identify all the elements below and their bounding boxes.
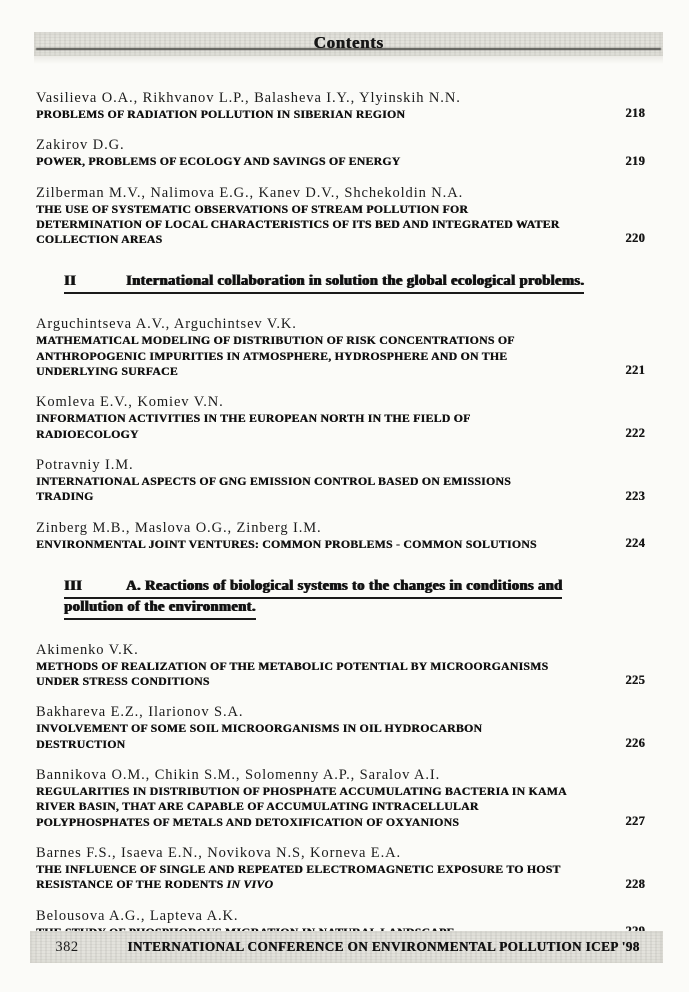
entry-title-line: UNDER STRESS CONDITIONS — [36, 674, 210, 689]
entry-authors: Zilberman M.V., Nalimova E.G., Kanev D.V., Shchekoldin N.A. — [36, 184, 464, 201]
entry-authors: Vasilieva O.A., Rikhvanov L.P., Balasheva I.Y., Ylyinskih N.N. — [36, 90, 461, 106]
entry-title-line: PROBLEMS OF RADIATION POLLUTION IN SIBERIAN REGION — [36, 107, 406, 121]
entry-page-number: 224 — [625, 535, 645, 550]
scanned-contents-page — [0, 32, 689, 992]
entry-title-line: POLYPHOSPHATES OF METALS AND DETOXIFICATION OF OXYANIONS — [36, 814, 460, 829]
entry-title-line: RADIOECOLOGY — [36, 426, 139, 441]
toc-body — [0, 90, 689, 940]
toc-entry-220 — [36, 185, 659, 248]
toc-entry-218 — [36, 90, 659, 122]
entry-title-text: RESISTANCE OF THE RODENTS — [36, 877, 227, 892]
entry-authors: Bannikova O.M., Chikin S.M., Solomenny A.P., Saralov A.I. — [36, 767, 441, 784]
entry-authors: Potravniy I.M. — [36, 456, 134, 473]
entry-page-number: 220 — [625, 231, 645, 246]
toc-entry-228 — [36, 845, 659, 893]
entry-page-number: 221 — [625, 363, 645, 378]
toc-entry-219 — [36, 137, 659, 169]
entry-authors: Zinberg M.B., Maslova O.G., Zinberg I.M. — [36, 519, 322, 536]
entry-title-line: REGULARITIES IN DISTRIBUTION OF PHOSPHATE ACCUMULATING BACTERIA IN KAMA — [36, 784, 567, 799]
entry-authors: Barnes F.S., Isaeva E.N., Novikova N.S, Korneva E.A. — [36, 844, 401, 861]
entry-title-line: MATHEMATICAL MODELING OF DISTRIBUTION OF RISK CONCENTRATIONS OF — [36, 333, 515, 348]
entry-title-line: DETERMINATION OF LOCAL CHARACTERISTICS OF ITS BED AND INTEGRATED WATER — [36, 216, 560, 231]
page-title: Contents — [313, 33, 384, 52]
entry-page-number: 225 — [625, 673, 645, 688]
entry-title-line: COLLECTION AREAS — [36, 232, 163, 247]
section-title: International collaboration in solution the global ecological problems. — [126, 273, 585, 290]
entry-title-line: TRADING — [36, 489, 94, 504]
entry-title-line: THE USE OF SYSTEMATIC OBSERVATIONS OF STREAM POLLUTION FOR — [36, 201, 469, 216]
section-heading-iii — [64, 578, 659, 620]
toc-entry-223 — [36, 457, 659, 505]
entry-title-line: METHODS OF REALIZATION OF THE METABOLIC POTENTIAL BY MICROORGANISMS — [36, 658, 549, 673]
section-number: III — [64, 577, 83, 594]
entry-authors: Belousova A.G., Lapteva A.K. — [36, 907, 239, 924]
folio-page-number: 382 — [55, 938, 79, 955]
entry-title-line: ANTHROPOGENIC IMPURITIES IN ATMOSPHERE, HYDROSPHERE AND ON THE — [36, 348, 508, 363]
entry-title-italic: IN VIVO — [226, 877, 274, 892]
entry-title-line: THE INFLUENCE OF SINGLE AND REPEATED ELECTROMAGNETIC EXPOSURE TO HOST — [36, 861, 561, 876]
section-heading-ii — [64, 273, 659, 294]
entry-title-line: INFORMATION ACTIVITIES IN THE EUROPEAN NORTH IN THE FIELD OF — [36, 411, 471, 426]
entry-title-line — [36, 877, 587, 892]
entry-authors: Bakhareva E.Z., Ilarionov S.A. — [36, 704, 244, 721]
entry-page-number: 228 — [625, 876, 645, 891]
entry-authors: Komleva E.V., Komiev V.N. — [36, 394, 224, 411]
entry-title-line: RIVER BASIN, THAT ARE CAPABLE OF ACCUMULATING INTRACELLULAR — [36, 799, 479, 814]
entry-title-line: UNDERLYING SURFACE — [36, 364, 178, 379]
section-number: II — [64, 273, 77, 290]
footer-band — [30, 931, 663, 963]
entry-authors: Zakirov D.G. — [36, 137, 125, 154]
entry-authors: Arguchintseva A.V., Arguchintsev V.K. — [36, 316, 297, 333]
entry-page-number: 222 — [625, 425, 645, 440]
section-title-line: A. Reactions of biological systems to the changes in conditions and — [126, 577, 563, 594]
entry-title-line: DESTRUCTION — [36, 736, 126, 751]
header-band-shadow — [34, 56, 663, 64]
entry-title-line: ENVIRONMENTAL JOINT VENTURES: COMMON PROBLEMS - COMMON SOLUTIONS — [36, 536, 537, 551]
toc-entry-227 — [36, 767, 659, 830]
entry-page-number: 219 — [625, 153, 645, 168]
entry-page-number: 223 — [625, 488, 645, 503]
entry-authors: Akimenko V.K. — [36, 641, 139, 658]
section-title-line: pollution of the environment. — [64, 599, 256, 620]
footer-conference-title: INTERNATIONAL CONFERENCE ON ENVIRONMENTAL POLLUTION ICEP '98 — [127, 939, 640, 954]
contents-header-band — [34, 32, 663, 56]
entry-page-number: 226 — [625, 736, 645, 751]
entry-title-line: INTERNATIONAL ASPECTS OF GNG EMISSION CONTROL BASED ON EMISSIONS — [36, 473, 511, 488]
entry-page-number: 227 — [625, 813, 645, 828]
toc-entry-224 — [36, 520, 659, 552]
toc-entry-226 — [36, 704, 659, 752]
toc-entry-225 — [36, 642, 659, 690]
toc-entry-222 — [36, 394, 659, 442]
entry-title-line: INVOLVEMENT OF SOME SOIL MICROORGANISMS IN OIL HYDROCARBON — [36, 721, 483, 736]
entry-title-line: POWER, PROBLEMS OF ECOLOGY AND SAVINGS OF ENERGY — [36, 154, 401, 169]
toc-entry-221 — [36, 316, 659, 379]
entry-page-number: 218 — [625, 106, 645, 121]
